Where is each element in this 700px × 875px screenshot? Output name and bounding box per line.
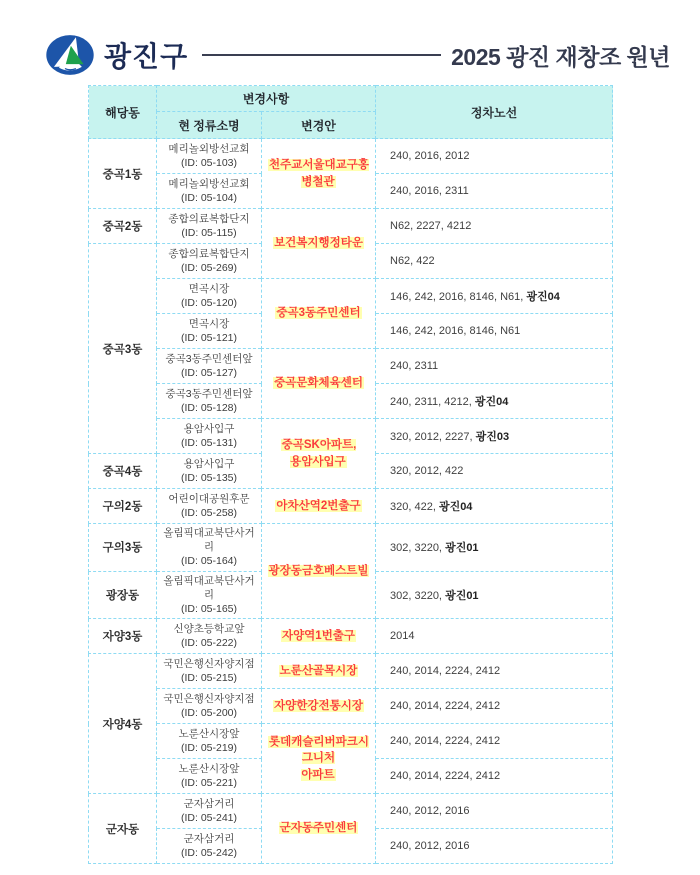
current-stop-id: (ID: 05-135) [180,472,238,484]
current-stop-name: 군자삼거리 [183,797,235,810]
proposed-name-cell [262,619,376,654]
proposed-name-highlight: 자양역1번출구 [281,629,356,642]
current-stop-id: (ID: 05-242) [180,847,238,860]
routes-cell: 320, 2012, 2227, 광진03 [376,419,613,454]
current-stop-cell [157,794,262,829]
current-stop-name: 국민은행신자양지점 [163,692,255,705]
routes-cell: 146, 242, 2016, 8146, N61 [376,314,613,349]
routes-cell: N62, 422 [376,244,613,279]
table-row [89,689,613,724]
table-row [89,654,613,689]
table-row [89,209,613,244]
routes-cell: 320, 422, 광진04 [376,489,613,524]
current-stop-cell [157,619,262,654]
current-stop-name: 올림픽대교북단사거리 [163,574,255,601]
current-stop-cell [157,279,262,314]
current-stop-name: 중곡3동주민센터앞 [165,387,253,400]
table-row [89,419,613,454]
dong-cell: 구의3동 [89,524,157,572]
current-stop-cell [157,244,262,279]
current-stop-cell [157,314,262,349]
dong-cell: 중곡2동 [89,209,157,244]
current-stop-cell [157,689,262,724]
dong-cell: 구의2동 [89,489,157,524]
current-stop-cell [157,419,262,454]
current-stop-id: (ID: 05-269) [180,262,238,274]
current-stop-cell [157,759,262,794]
routes-bold-route: 광진01 [445,589,479,602]
current-stop-id: (ID: 05-115) [181,227,237,239]
proposed-name-highlight: 노룬산골목시장 [279,664,358,677]
col-header-dong: 해당동 [89,86,157,139]
org-name: 광진구 [104,41,189,72]
current-stop-cell [157,209,262,244]
proposed-name-cell [262,689,376,724]
proposed-name-cell [262,209,376,279]
current-stop-name: 어린이대공원후문 [168,492,250,505]
routes-cell: 240, 2014, 2224, 2412 [376,689,613,724]
gwangjin-gu-logo-icon [44,33,96,77]
current-stop-name: 메리놀외방선교회 [168,177,250,190]
current-stop-id: (ID: 05-165) [180,602,238,615]
current-stop-name: 중곡3동주민센터앞 [165,352,253,365]
current-stop-cell [157,524,262,572]
current-stop-id: (ID: 05-131) [180,437,238,449]
current-stop-name: 올림픽대교북단사거리 [163,527,255,554]
col-header-current-name: 현 정류소명 [157,112,262,139]
proposed-name-cell [262,794,376,864]
routes-bold-route: 광진04 [474,396,509,408]
current-stop-name: 면곡시장 [188,282,230,295]
banner-divider-line [202,54,441,56]
top-banner [0,0,700,80]
current-stop-cell [157,829,262,864]
current-stop-name: 노룬산시장앞 [178,762,240,775]
proposed-name-highlight: 천주교서울대교구홍병철관 [269,159,369,188]
routes-cell: 320, 2012, 422 [376,454,613,489]
table-row [89,619,613,654]
current-stop-id: (ID: 05-200) [180,707,238,720]
current-stop-id: (ID: 05-221) [180,777,238,790]
banner-slogan: 2025 광진 재창조 원년 [451,43,670,70]
proposed-name-highlight: 롯데캐슬리버파크시그니처 아파트 [269,736,369,781]
current-stop-cell [157,571,262,619]
bus-stop-rename-table [88,85,613,864]
current-stop-name: 용암사입구 [183,422,235,435]
table-header-row [89,86,613,112]
routes-bold-route: 광진03 [475,431,510,443]
table-row [89,279,613,314]
proposed-name-highlight: 광장동금호베스트빌 [268,564,369,577]
current-stop-cell [157,174,262,209]
routes-cell: 240, 2016, 2012 [376,139,613,174]
table-row [89,349,613,384]
proposed-name-highlight: 중곡문화체육센터 [274,377,363,390]
dong-cell: 자양3동 [89,619,157,654]
current-stop-name: 종합의료복합단지 [168,212,250,225]
dong-cell: 중곡4동 [89,454,157,489]
current-stop-cell [157,654,262,689]
proposed-name-highlight: 자양한강전통시장 [274,699,363,712]
current-stop-name: 용암사입구 [183,457,235,470]
current-stop-name: 노룬산시장앞 [178,727,240,740]
table-row [89,524,613,572]
proposed-name-cell [262,279,376,349]
current-stop-cell [157,489,262,524]
proposed-name-cell [262,489,376,524]
routes-cell: N62, 2227, 4212 [376,209,613,244]
current-stop-id: (ID: 05-219) [180,742,238,755]
current-stop-id: (ID: 05-128) [180,402,238,414]
current-stop-id: (ID: 05-104) [180,192,238,204]
routes-cell: 240, 2311 [376,349,613,384]
proposed-name-cell [262,419,376,489]
routes-cell: 302, 3220, 광진01 [376,524,613,572]
table-row [89,724,613,759]
col-header-routes: 정차노선 [376,86,613,139]
current-stop-id: (ID: 05-121) [180,332,238,344]
dong-cell: 중곡3동 [89,244,157,454]
current-stop-id: (ID: 05-215) [180,672,238,685]
current-stop-id: (ID: 05-127) [180,367,238,379]
current-stop-id: (ID: 05-103) [180,157,238,169]
current-stop-id: (ID: 05-241) [180,812,238,825]
routes-bold-route: 광진04 [438,501,473,513]
proposed-name-highlight: 중곡3동주민센터 [276,307,361,320]
proposed-name-highlight: 중곡SK아파트, 용암사입구 [281,439,357,468]
col-header-change: 변경사항 [157,86,376,112]
current-stop-id: (ID: 05-258) [180,507,238,519]
current-stop-cell [157,724,262,759]
current-stop-cell [157,384,262,419]
current-stop-name: 면곡시장 [188,317,230,330]
proposed-name-highlight: 아차산역2번출구 [276,499,361,512]
proposed-name-cell [262,524,376,619]
routes-cell: 302, 3220, 광진01 [376,571,613,619]
current-stop-cell [157,454,262,489]
proposed-name-cell [262,654,376,689]
proposed-name-cell [262,349,376,419]
current-stop-id: (ID: 05-222) [180,637,238,650]
routes-cell: 2014 [376,619,613,654]
current-stop-name: 메리놀외방선교회 [168,142,250,155]
current-stop-name: 국민은행신자양지점 [163,657,255,670]
proposed-name-highlight: 군자동주민센터 [279,822,358,835]
dong-cell: 군자동 [89,794,157,864]
table-row [89,794,613,829]
routes-bold-route: 광진04 [526,291,560,303]
routes-cell: 240, 2012, 2016 [376,794,613,829]
current-stop-cell [157,139,262,174]
routes-cell: 240, 2012, 2016 [376,829,613,864]
dong-cell: 자양4동 [89,654,157,794]
routes-cell: 240, 2016, 2311 [376,174,613,209]
proposed-name-highlight: 보건복지행정타운 [274,237,363,250]
routes-cell: 240, 2311, 4212, 광진04 [376,384,613,419]
current-stop-cell [157,349,262,384]
table-header [89,86,613,139]
current-stop-name: 종합의료복합단지 [168,247,250,260]
routes-cell: 146, 242, 2016, 8146, N61, 광진04 [376,279,613,314]
dong-cell: 중곡1동 [89,139,157,209]
dong-cell: 광장동 [89,571,157,619]
proposed-name-cell [262,139,376,209]
routes-cell: 240, 2014, 2224, 2412 [376,654,613,689]
current-stop-id: (ID: 05-120) [180,297,238,309]
table-row [89,139,613,174]
routes-cell: 240, 2014, 2224, 2412 [376,759,613,794]
current-stop-name: 군자삼거리 [183,832,235,845]
current-stop-name: 신양초등학교앞 [173,622,245,635]
current-stop-id: (ID: 05-164) [180,555,238,568]
proposed-name-cell [262,724,376,794]
stops-table-body [89,139,613,864]
routes-bold-route: 광진01 [445,542,479,555]
routes-cell: 240, 2014, 2224, 2412 [376,724,613,759]
table-row [89,489,613,524]
col-header-proposed: 변경안 [262,112,376,139]
